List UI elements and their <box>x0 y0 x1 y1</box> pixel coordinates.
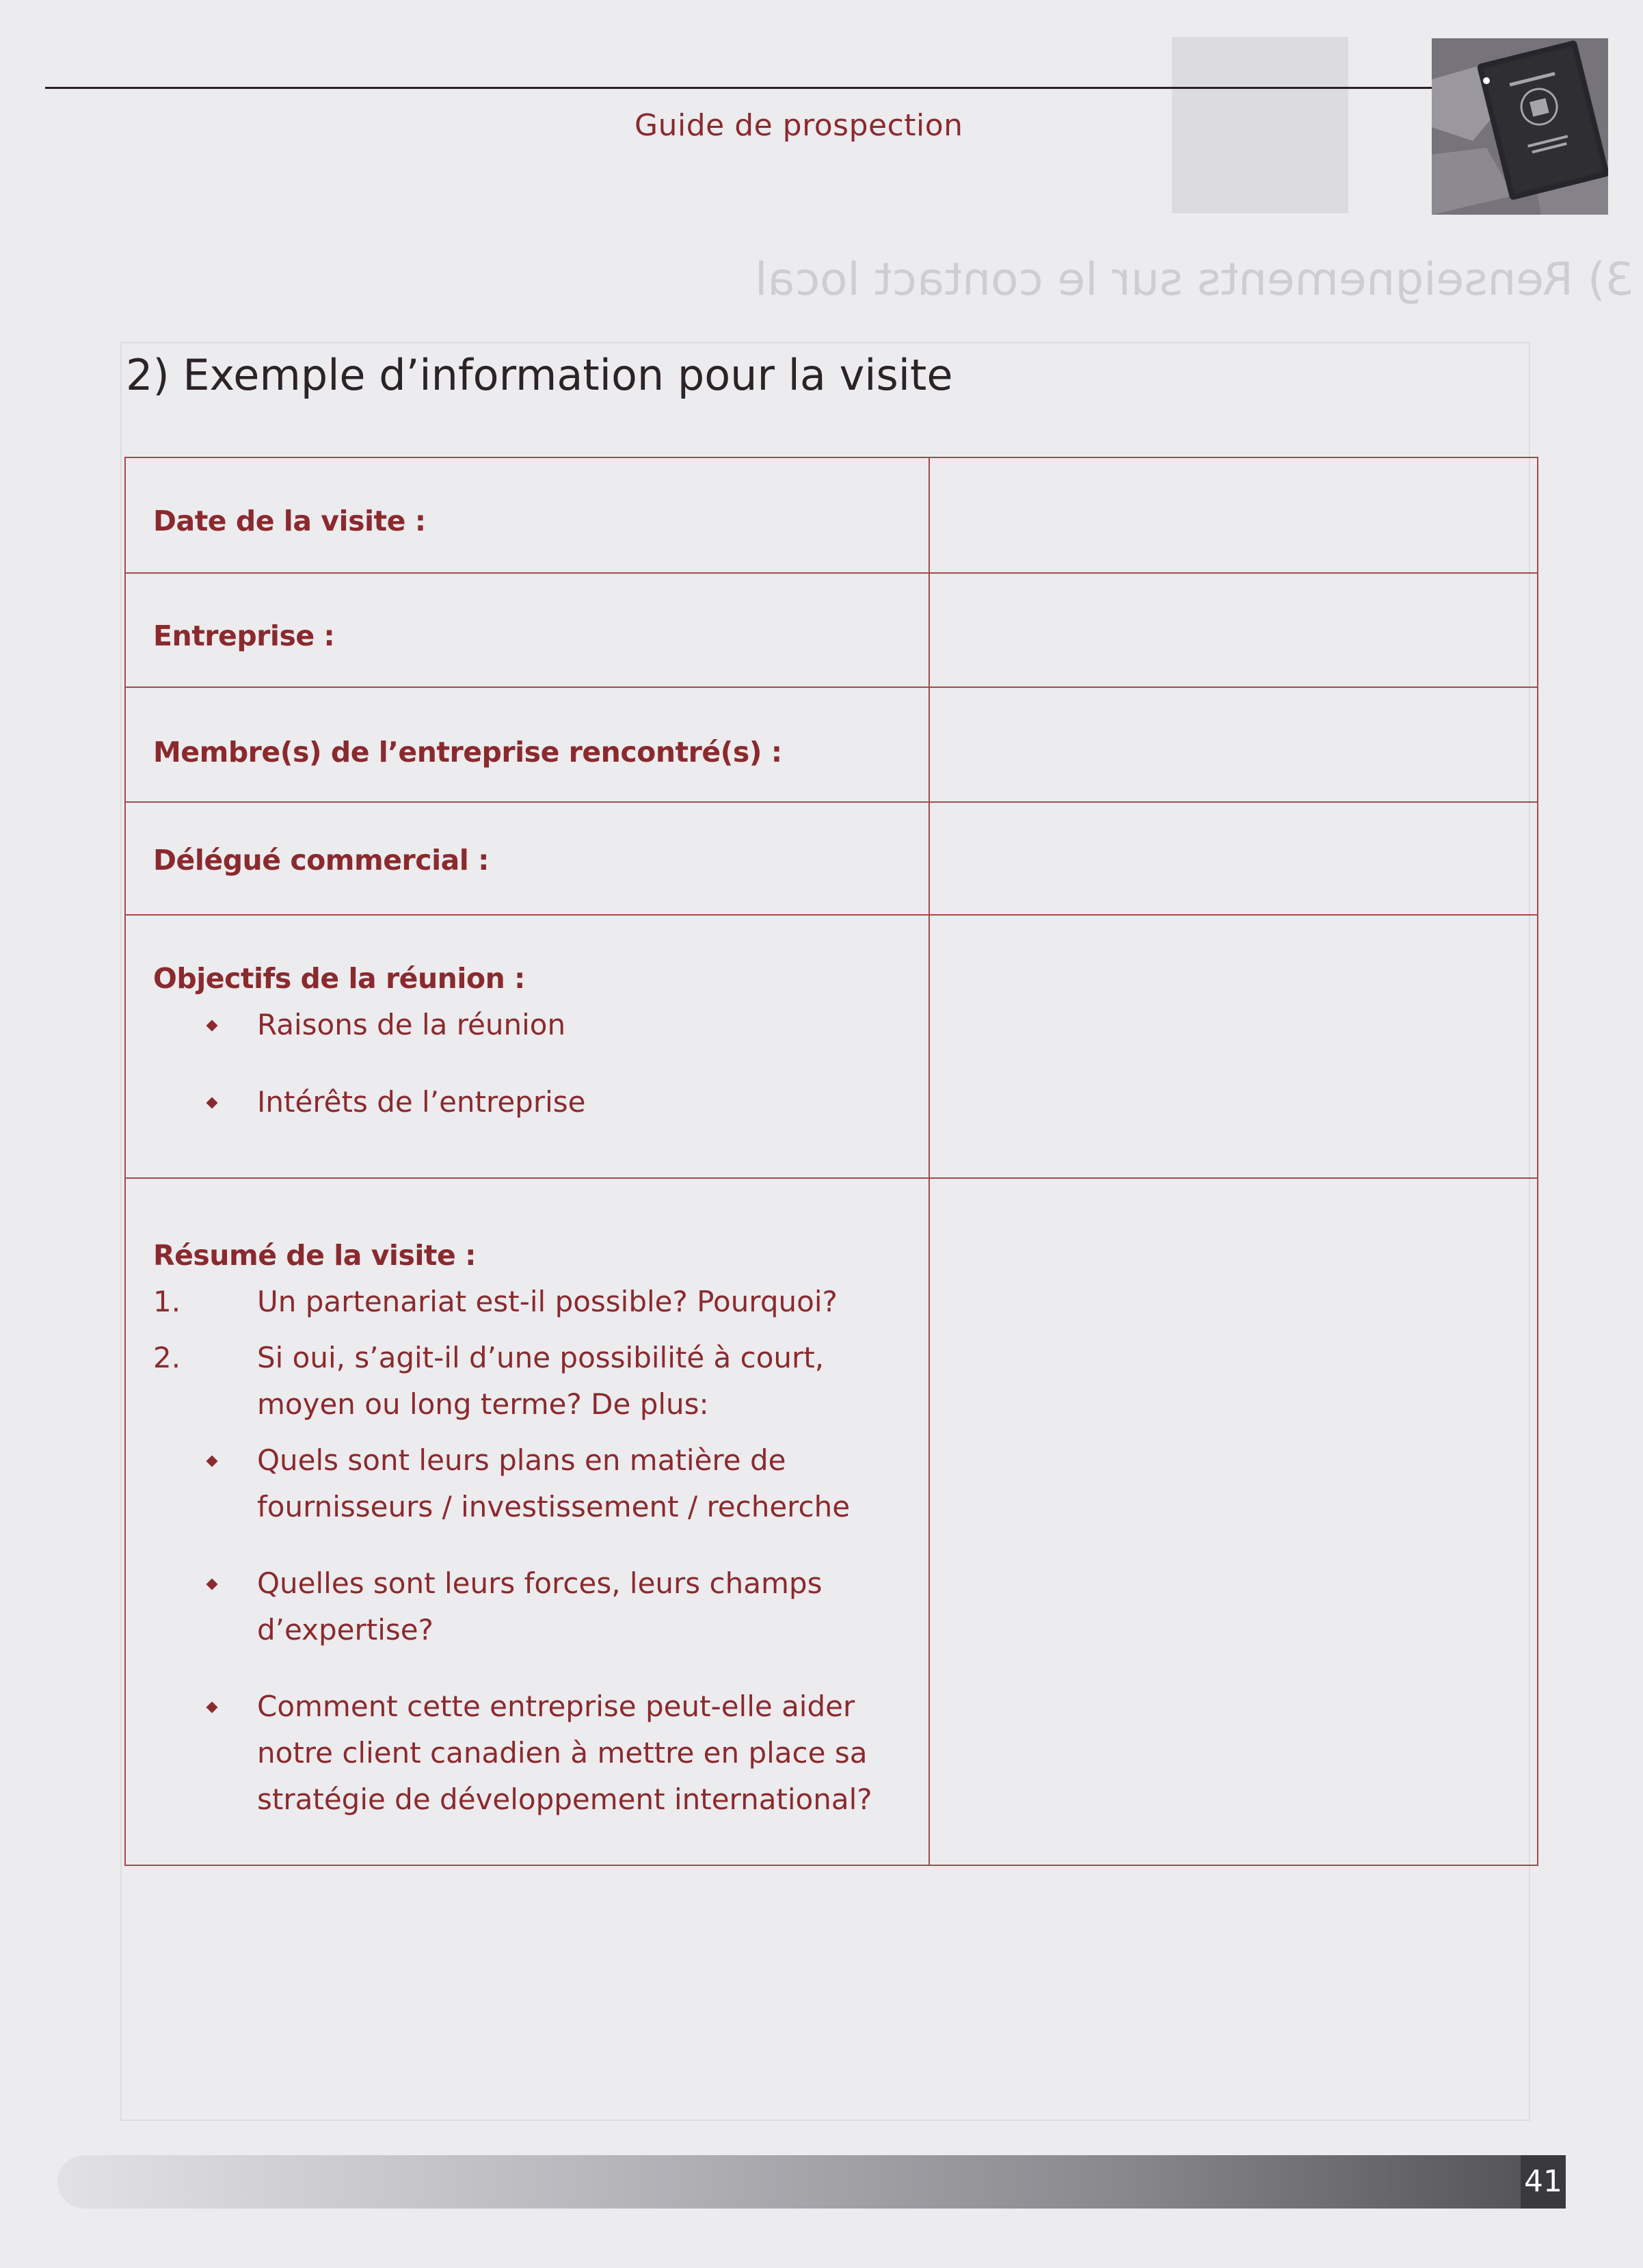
table-row <box>125 573 1538 687</box>
summary-subquestions-list <box>153 1437 901 1823</box>
list-item <box>153 1079 901 1125</box>
bullet-text: Raisons de la réunion <box>257 1008 566 1041</box>
running-header-title: Guide de prospection <box>635 108 963 143</box>
list-item <box>153 1335 901 1428</box>
diamond-bullet-icon <box>206 1579 218 1590</box>
list-item <box>153 1279 901 1325</box>
diamond-bullet-icon <box>206 1097 218 1109</box>
passport-photo-icon <box>1432 38 1608 215</box>
bullet-text: Quels sont leurs plans en matière de fournisseurs / investissement / recherche <box>257 1443 851 1523</box>
list-item <box>153 1683 901 1823</box>
question-text: Si oui, s’agit-il d’une possibilité à court, moyen ou long terme? De plus: <box>257 1341 825 1421</box>
summary-questions-list <box>153 1279 901 1428</box>
meeting-objectives-label: Objectifs de la réunion : <box>153 962 525 995</box>
bullet-text: Quelles sont leurs forces, leurs champs d’expertise? <box>257 1566 823 1646</box>
list-item <box>153 1560 901 1653</box>
objectives-list <box>153 1002 901 1125</box>
label-cell <box>125 687 929 802</box>
table-row <box>125 1178 1538 1865</box>
visit-date-answer-cell <box>929 457 1538 573</box>
list-item <box>153 1437 901 1530</box>
label-cell <box>125 1178 929 1865</box>
label-cell <box>125 573 929 687</box>
trade-commissioner-label: Délégué commercial : <box>153 844 490 877</box>
visit-summary-label: Résumé de la visite : <box>153 1239 477 1272</box>
table-row <box>125 457 1538 573</box>
show-through-text: 3) Renseignements sur le contact local <box>755 253 1634 306</box>
footer-gradient-bar <box>57 2155 1566 2209</box>
header-rule <box>45 87 1433 89</box>
trade-commissioner-answer-cell <box>929 802 1538 915</box>
members-met-label: Membre(s) de l’entreprise rencontré(s) : <box>153 736 782 769</box>
question-text: Un partenariat est-il possible? Pourquoi? <box>257 1285 838 1318</box>
members-met-answer-cell <box>929 687 1538 802</box>
page-number: 41 <box>1521 2155 1566 2209</box>
table-row <box>125 802 1538 915</box>
diamond-bullet-icon <box>206 1020 218 1032</box>
item-number: 2. <box>153 1341 181 1374</box>
company-label: Entreprise : <box>153 619 335 652</box>
section-title: 2) Exemple d’information pour la visite <box>126 350 953 400</box>
diamond-bullet-icon <box>206 1456 218 1467</box>
list-item <box>153 1002 901 1048</box>
passport-photo <box>1432 38 1608 215</box>
visit-summary-answer-cell <box>929 1178 1538 1865</box>
table-row <box>125 687 1538 802</box>
company-answer-cell <box>929 573 1538 687</box>
visit-date-label: Date de la visite : <box>153 505 426 537</box>
diamond-bullet-icon <box>206 1702 218 1713</box>
bullet-text: Comment cette entreprise peut-elle aider notre client canadien à mettre en place sa stratégie de développement international? <box>257 1690 872 1816</box>
meeting-objectives-answer-cell <box>929 915 1538 1178</box>
label-cell <box>125 915 929 1178</box>
label-cell <box>125 802 929 915</box>
bullet-text: Intérêts de l’entreprise <box>257 1085 586 1119</box>
header-decor-square <box>1172 37 1348 213</box>
table-row <box>125 915 1538 1178</box>
label-cell <box>125 457 929 573</box>
visit-info-table <box>124 457 1538 1866</box>
item-number: 1. <box>153 1285 181 1318</box>
